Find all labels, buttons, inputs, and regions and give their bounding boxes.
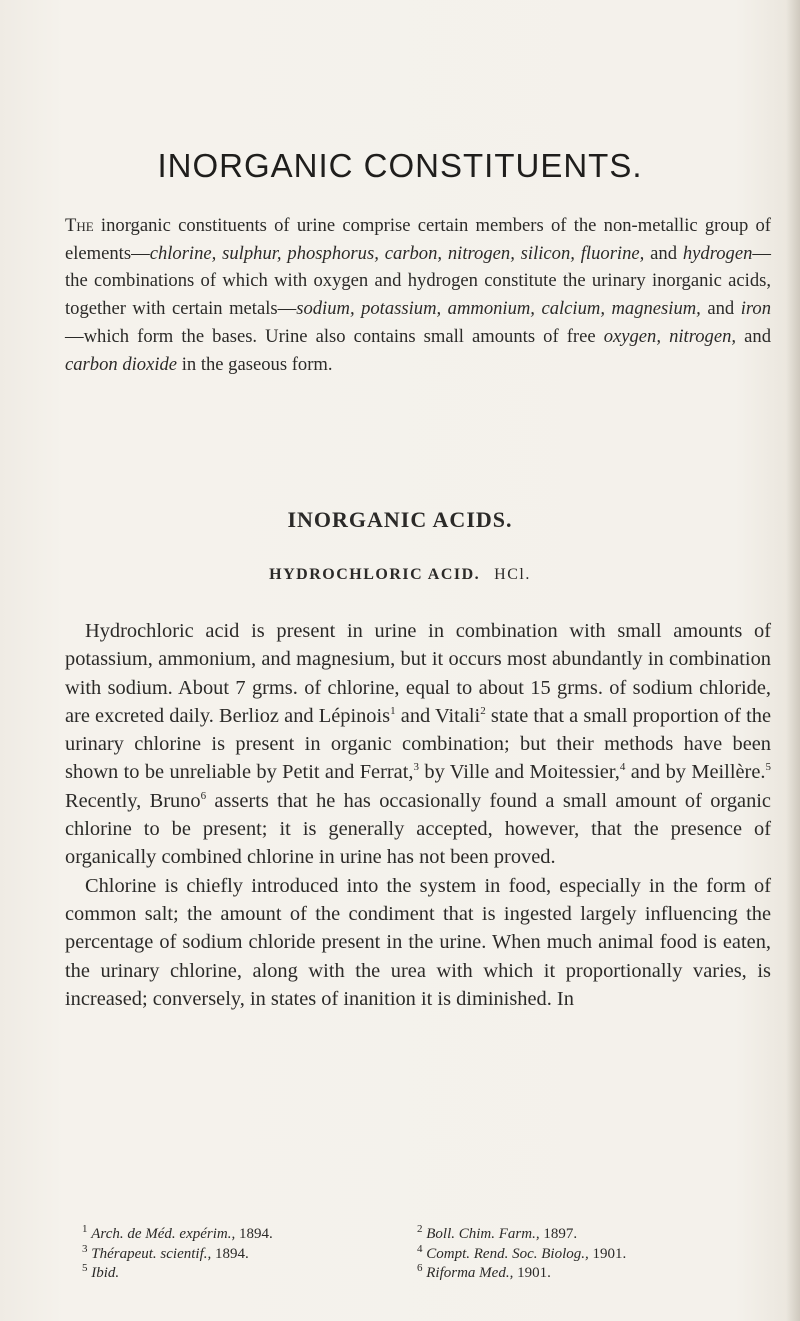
body-text [65,617,771,1013]
page-edge-shadow [786,0,800,1321]
footnote [82,1242,417,1265]
footnote-source: Arch. de Méd. expérim., [91,1226,236,1242]
paragraph-text: asserts that he has occasionally found a small amount of organic chlorine to be present; it is generally accepted, however, that the presence of organically combined chlorine in urine has not been proved. [65,789,771,869]
footnote-year: 1901. [588,1245,627,1262]
footnote-row [82,1264,752,1284]
chapter-title: INORGANIC CONSTITUENTS. [157,147,643,184]
footnote-source: Riforma Med., [426,1265,514,1281]
intro-gas-carbon-dioxide: carbon dioxide [65,353,178,375]
footnote-source: Compt. Rend. Soc. Biolog., [426,1245,589,1262]
intro-text: and [700,298,741,320]
intro-metal-iron: iron [740,298,771,320]
footnote [82,1225,417,1245]
footnote-number: 4 [417,1242,423,1255]
footnote-ref: 5 [765,761,771,774]
footnote [417,1242,752,1265]
section-heading: INORGANIC ACIDS. [287,507,513,532]
footnote-year: 1897. [539,1226,578,1242]
footnote-number: 5 [82,1262,88,1274]
footnote-source: Ibid. [91,1265,120,1281]
intro-metals-list: sodium, potassium, ammonium, calcium, magnesium, [296,298,701,320]
footnote-year: 1901. [513,1265,551,1281]
footnote-number: 2 [417,1223,423,1235]
intro-paragraph [65,212,771,378]
chemical-formula: HCl. [494,566,531,583]
intro-text: —the combinations of which with oxygen and hydrogen constitute the urinary inorganic acids, together with certain metals— [65,242,771,320]
intro-text: inorganic constituents of urine comprise certain members of the non-metallic group of elements— [65,215,771,264]
paragraph-text: by Ville and Moitessier, [419,761,620,784]
footnote-ref: 6 [200,789,207,802]
intro-elements-list: chlorine, sulphur, phosphorus, carbon, nitrogen, silicon, fluorine, [149,242,645,264]
intro-text: —which form the bases. Urine also contains small amounts of free [65,325,604,347]
footnote [82,1264,417,1284]
footnote-source: Boll. Chim. Farm., [426,1226,540,1242]
subsection-heading [0,566,800,584]
paragraph-2: Chlorine is chiefly introduced into the system in food, especially in the form of common salt; the amount of the condiment that is ingested largely influencing the percentage of sodium chloride present in the urine. When much animal food is eaten, the urinary chlorine, along with the urea with which it proportionally varies, is increased; conversely, in states of inanition it is diminished. In [65,874,771,1010]
footnote [417,1225,752,1245]
intro-element-hydrogen: hydrogen [682,242,753,264]
intro-text: in the gaseous form. [177,353,333,375]
intro-gases-list: oxygen, nitrogen, [603,325,737,347]
paragraph-text: Recently, Bruno [65,789,201,812]
footnote-number: 6 [417,1262,423,1274]
paragraph-text: and by Meillère. [625,761,766,784]
footnote-ref: 3 [413,761,419,774]
intro-lead-word: The [65,215,94,236]
intro-text: and [736,325,771,347]
footnote-ref: 1 [390,705,396,718]
footnote-source: Thérapeut. scientif., [91,1245,212,1262]
footnote [417,1264,752,1284]
intro-text: and [644,242,683,264]
paragraph-1 [65,617,771,872]
footnote-ref: 4 [619,761,626,774]
footnote-number: 3 [82,1242,88,1255]
paragraph-text: state that a small proportion of the urinary chlorine is present in organic combination; but their methods have been shown to be unreliable by Petit and Ferrat, [65,704,771,784]
footnote-ref: 2 [480,705,486,718]
footnote-year: 1894. [211,1245,249,1262]
footnote-number: 1 [82,1223,88,1235]
paragraph-text: and Vitali [395,704,481,727]
subsection-title: HYDROCHLORIC ACID. [269,566,481,583]
footnotes [82,1225,752,1284]
footnote-year: 1894. [235,1226,273,1242]
paragraph-text: Hydrochloric acid is present in urine in combination with small amounts of potassium, ammonium, and magnesium, but it occurs most abundantly in combination with sodium. About 7 grms. of chlorine, equal to about 15 grms. of sodium chloride, are excreted daily. Berlioz and Lépinois [65,620,771,727]
